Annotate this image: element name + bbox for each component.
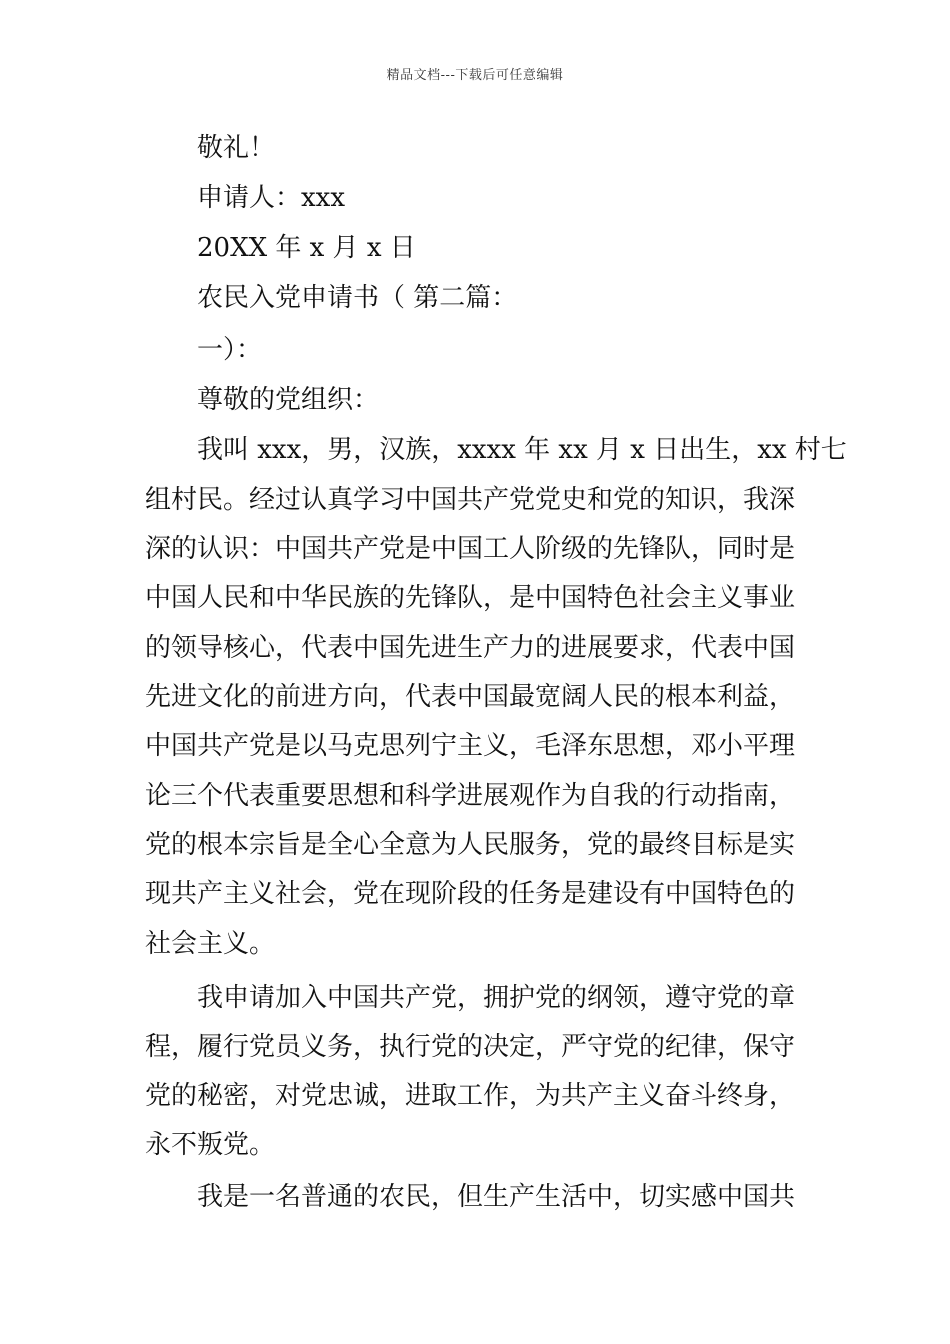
paragraph-1-line: 论三个代表重要思想和科学进展观作为自我的行动指南， bbox=[145, 781, 796, 811]
paragraph-1-line: 现共产主义社会，党在现阶段的任务是建设有中国特色的 bbox=[145, 879, 796, 909]
applicant-line: 申请人：xxx bbox=[197, 183, 345, 213]
section-title-continued: 一）： bbox=[197, 335, 263, 365]
paragraph-2-line: 我申请加入中国共产党，拥护党的纲领，遵守党的章 bbox=[197, 983, 796, 1013]
paragraph-1-line: 组村民。经过认真学习中国共产党党史和党的知识，我深 bbox=[145, 485, 796, 515]
date-line: 20XX 年 x 月 x 日 bbox=[197, 233, 416, 263]
paragraph-1-line: 的领导核心，代表中国先进生产力的进展要求，代表中国 bbox=[145, 633, 796, 663]
paragraph-1-line: 我叫 xxx，男，汉族，xxxx 年 xx 月 x 日出生，xx 村七 bbox=[197, 435, 847, 465]
paragraph-1-line: 中国共产党是以马克思列宁主义，毛泽东思想，邓小平理 bbox=[145, 731, 796, 761]
page-header: 精品文档---下载后可任意编辑 bbox=[386, 68, 564, 83]
paragraph-1-line: 社会主义。 bbox=[145, 929, 276, 959]
paragraph-2-line: 程，履行党员义务，执行党的决定，严守党的纪律，保守 bbox=[145, 1032, 796, 1062]
paragraph-1-line: 党的根本宗旨是全心全意为人民服务，党的最终目标是实 bbox=[145, 830, 796, 860]
paragraph-2-line: 永不叛党。 bbox=[145, 1130, 276, 1160]
paragraph-1-line: 中国人民和中华民族的先锋队，是中国特色社会主义事业 bbox=[145, 583, 796, 613]
closing-salutation: 敬礼！ bbox=[197, 133, 276, 163]
section-title: 农民入党申请书（ 第二篇： bbox=[197, 283, 518, 313]
paragraph-3-line: 我是一名普通的农民，但生产生活中，切实感中国共 bbox=[197, 1182, 796, 1212]
paragraph-2-line: 党的秘密，对党忠诚，进取工作，为共产主义奋斗终身， bbox=[145, 1081, 796, 1111]
paragraph-1-line: 深的认识：中国共产党是中国工人阶级的先锋队，同时是 bbox=[145, 534, 796, 564]
paragraph-1-line: 先进文化的前进方向，代表中国最宽阔人民的根本利益， bbox=[145, 682, 796, 712]
greeting: 尊敬的党组织： bbox=[197, 385, 380, 415]
